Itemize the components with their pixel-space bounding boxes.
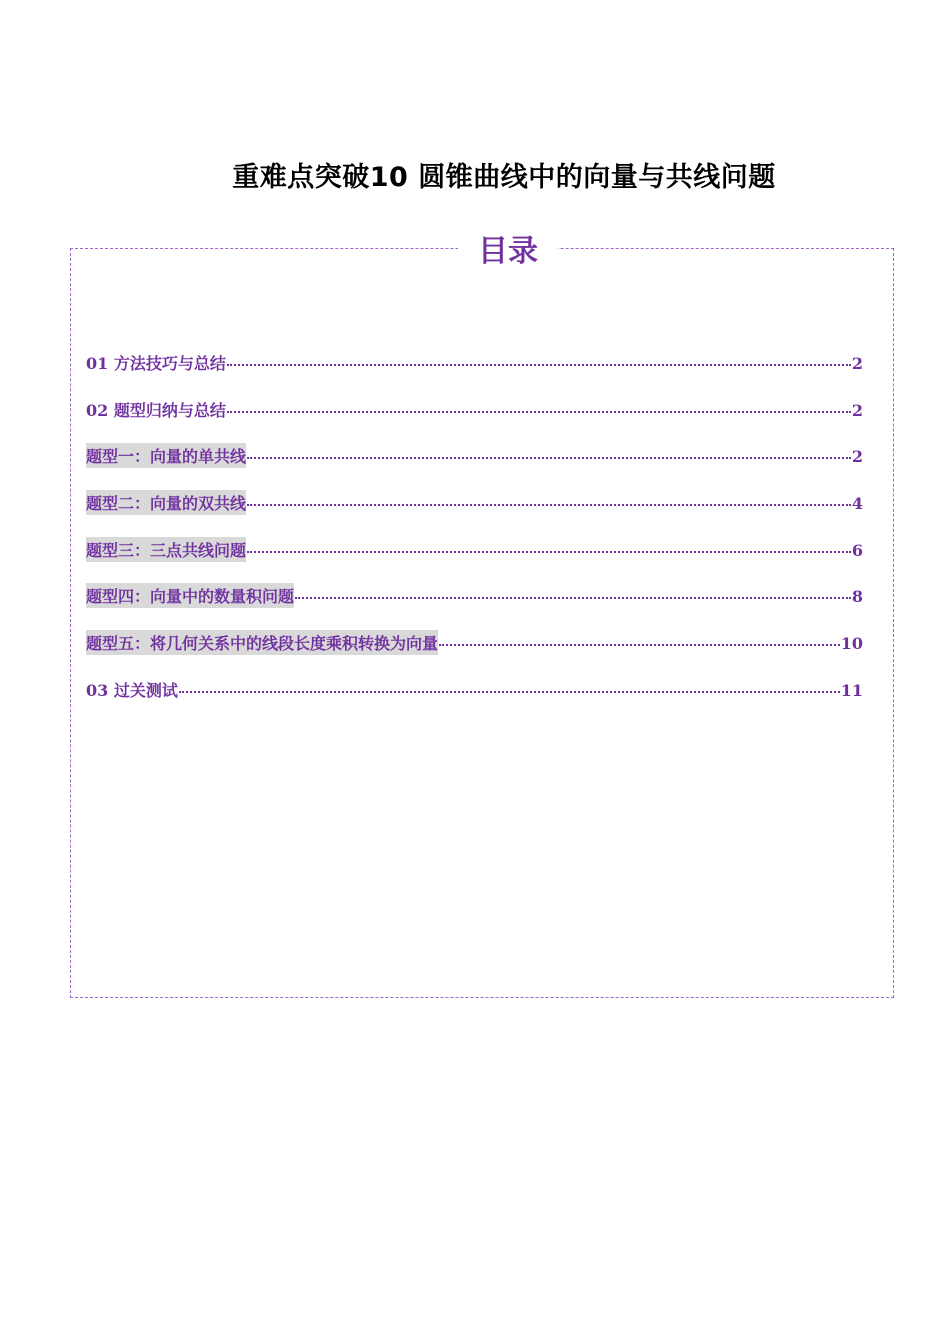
- toc-leader-dots: [247, 551, 851, 553]
- toc-entry-methods-summary[interactable]: [86, 350, 863, 397]
- toc-entry-label: 题型四：向量中的数量积问题: [86, 583, 294, 608]
- toc-entry-pass-test[interactable]: [86, 677, 863, 724]
- toc-entry-type-3[interactable]: [86, 537, 863, 584]
- toc-entry-page: 2: [851, 400, 863, 420]
- toc-entry-label: 题型二：向量的双共线: [86, 490, 246, 515]
- document-title: 重难点突破10 圆锥曲线中的向量与共线问题: [232, 162, 776, 193]
- toc-leader-dots: [247, 504, 851, 506]
- toc-entry-label: 题型三：三点共线问题: [86, 537, 246, 562]
- toc-entry-type-1[interactable]: [86, 443, 863, 490]
- toc-leader-dots: [247, 457, 851, 459]
- toc-entry-label: 题型五：将几何关系中的线段长度乘积转换为向量: [86, 630, 438, 655]
- toc-entry-label: 03 过关测试: [86, 680, 178, 700]
- toc-entry-label: 题型一：向量的单共线: [86, 443, 246, 468]
- toc-entry-type-5[interactable]: [86, 630, 863, 677]
- toc-heading: 目录: [458, 232, 558, 272]
- toc-leader-dots: [295, 597, 851, 599]
- toc-leader-dots: [179, 691, 840, 693]
- toc-entry-page: 6: [851, 540, 863, 560]
- toc-entry-page: 2: [851, 447, 863, 467]
- toc-entry-page: 11: [840, 680, 863, 700]
- toc-entry-label: 02 题型归纳与总结: [86, 400, 226, 420]
- toc-entry-page: 4: [851, 494, 863, 514]
- toc-list: [86, 350, 863, 724]
- toc-entry-page: 8: [851, 587, 863, 607]
- toc-entry-page: 10: [840, 634, 863, 654]
- toc-entry-type-2[interactable]: [86, 490, 863, 537]
- toc-entry-label: 01 方法技巧与总结: [86, 354, 226, 373]
- toc-entry-page: 2: [851, 354, 863, 373]
- toc-leader-dots: [227, 364, 851, 366]
- toc-leader-dots: [439, 644, 840, 646]
- toc-entry-type-4[interactable]: [86, 583, 863, 630]
- toc-entry-types-summary[interactable]: [86, 397, 863, 444]
- toc-leader-dots: [227, 411, 851, 413]
